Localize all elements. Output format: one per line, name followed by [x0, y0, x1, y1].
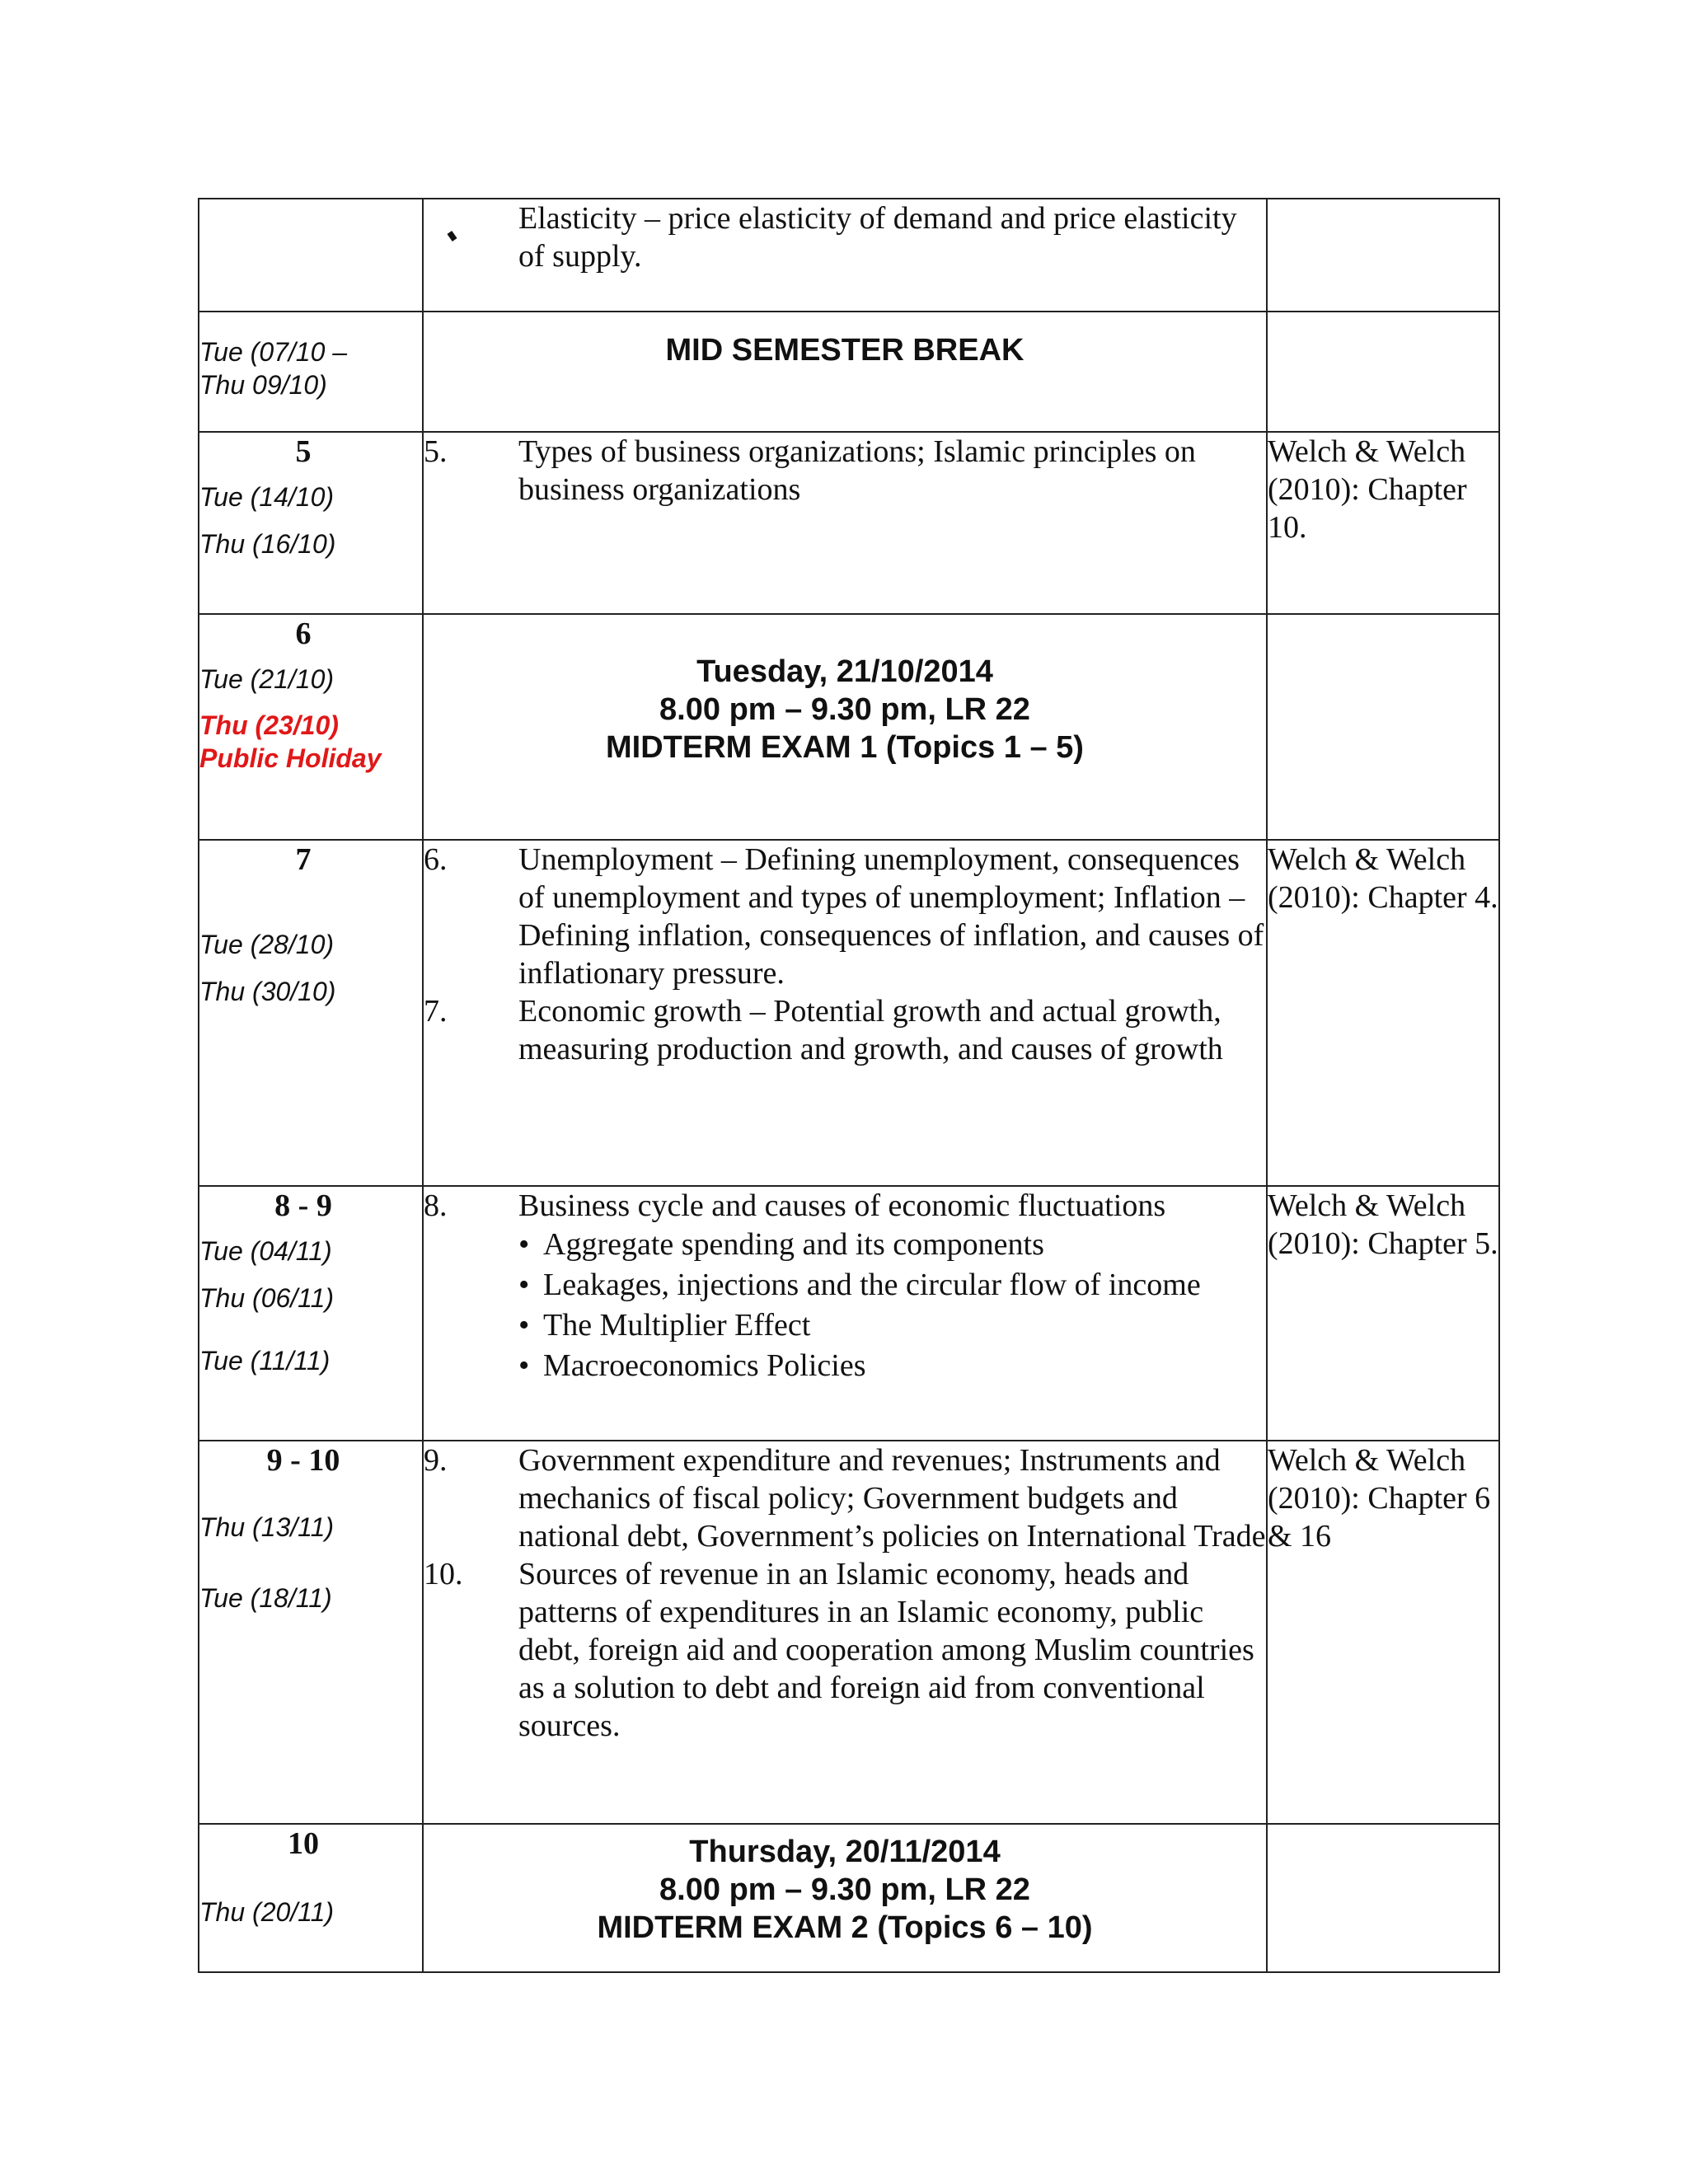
- week-number: 9 - 10: [266, 1443, 340, 1478]
- topic-text: Elasticity – price elasticity of demand and price elasticity of supply.: [518, 201, 1237, 274]
- session-date: Tue (28/10): [199, 930, 335, 959]
- topic-text: Economic growth – Potential growth and actual growth, measuring production and growth, and causes of growth: [518, 994, 1223, 1066]
- session-date: Thu (20/11): [199, 1897, 335, 1927]
- session-date: Thu 09/10): [199, 370, 327, 400]
- table-row: [199, 840, 1499, 1186]
- topic-item: [424, 199, 1266, 275]
- course-schedule-table: [198, 198, 1500, 1973]
- topic-number: 9.: [424, 1443, 448, 1478]
- session-date: Tue (21/10): [199, 664, 335, 694]
- subtopic-list: [424, 1225, 1266, 1386]
- week-cell: [199, 199, 423, 312]
- session-date: Tue (14/10): [199, 482, 335, 512]
- topic-cell: [423, 199, 1267, 312]
- topic-cell: [423, 840, 1267, 1186]
- week-cell: [199, 840, 423, 1186]
- subtopic-item: • Aggregate spending and its components: [518, 1225, 1266, 1265]
- exam-date: Tuesday, 21/10/2014: [696, 654, 993, 689]
- week-number: 7: [295, 842, 312, 877]
- session-date: Tue (18/11): [199, 1583, 332, 1613]
- session-date: Tue (04/11): [199, 1236, 332, 1266]
- table-row: [199, 614, 1499, 840]
- table-row: [199, 1824, 1499, 1972]
- topic-number: 5.: [424, 434, 448, 469]
- topic-cell: [423, 1186, 1267, 1441]
- session-date: Thu (13/11): [199, 1512, 335, 1542]
- reference-cell: [1267, 199, 1499, 312]
- reference-cell: Welch & Welch (2010): Chapter 10.: [1267, 432, 1499, 614]
- reference-cell: [1267, 312, 1499, 432]
- reference-cell: Welch & Welch (2010): Chapter 5.: [1267, 1186, 1499, 1441]
- topic-text: Types of business organizations; Islamic principles on business organizations: [518, 434, 1196, 507]
- week-cell: [199, 1186, 423, 1441]
- subtopic-item: • The Multiplier Effect: [518, 1305, 1266, 1346]
- subtopic-item: • Macroeconomics Policies: [518, 1346, 1266, 1386]
- topic-item: [424, 433, 1266, 509]
- subtopic-item: • Leakages, injections and the circular flow of income: [518, 1265, 1266, 1305]
- exam-title: MIDTERM EXAM 2 (Topics 6 – 10): [597, 1910, 1093, 1945]
- table-row: [199, 1186, 1499, 1441]
- week-number: 10: [288, 1826, 319, 1861]
- session-date: Thu (06/11): [199, 1283, 335, 1313]
- topic-cell: [423, 614, 1267, 840]
- table-row: [199, 432, 1499, 614]
- topic-number: 8.: [424, 1188, 448, 1223]
- exam-time-venue: 8.00 pm – 9.30 pm, LR 22: [659, 1872, 1030, 1907]
- topic-text: Unemployment – Defining unemployment, consequences of unemployment and types of unemployment; Inflation – Defining inflation, consequences of inflation, and causes of inflationary pressure.: [518, 842, 1264, 991]
- public-holiday-label: Public Holiday: [199, 743, 382, 773]
- topic-item: [424, 1441, 1266, 1555]
- topic-number: 10.: [424, 1557, 463, 1591]
- topic-number: 6.: [424, 842, 448, 877]
- week-number: 5: [295, 434, 312, 469]
- exam-date: Thursday, 20/11/2014: [689, 1835, 1001, 1869]
- topic-text: Business cycle and causes of economic fluctuations: [518, 1188, 1166, 1223]
- week-cell: [199, 432, 423, 614]
- topic-text: Government expenditure and revenues; Instruments and mechanics of fiscal policy; Government budgets and national debt, Government’s policies on International Trade: [518, 1443, 1266, 1554]
- reference-cell: [1267, 614, 1499, 840]
- reference-cell: [1267, 1824, 1499, 1972]
- topic-number: 7.: [424, 994, 448, 1029]
- topic-item: [424, 1187, 1266, 1225]
- exam-title: MIDTERM EXAM 1 (Topics 1 – 5): [606, 730, 1084, 765]
- topic-cell: [423, 1441, 1267, 1824]
- session-date: Thu (16/10): [199, 529, 336, 559]
- week-number: 6: [295, 616, 312, 651]
- topic-text: Sources of revenue in an Islamic economy, heads and patterns of expenditures in an Islamic economy, public debt, foreign aid and cooperation among Muslim countries as a solution to debt and foreign aid from conventional sources.: [518, 1557, 1254, 1743]
- exam-time-venue: 8.00 pm – 9.30 pm, LR 22: [659, 692, 1030, 727]
- session-date: Thu (30/10): [199, 977, 336, 1006]
- topic-item: [424, 1555, 1266, 1745]
- topic-item: [424, 992, 1266, 1068]
- table-row: [199, 199, 1499, 312]
- topic-cell: [423, 432, 1267, 614]
- topic-number: [424, 199, 518, 275]
- mid-semester-break-banner: MID SEMESTER BREAK: [665, 333, 1025, 368]
- week-cell: [199, 614, 423, 840]
- session-date: Tue (07/10 –: [199, 337, 348, 367]
- table-row: [199, 1441, 1499, 1824]
- reference-cell: Welch & Welch (2010): Chapter 6 & 16: [1267, 1441, 1499, 1824]
- topic-cell: [423, 1824, 1267, 1972]
- topic-item: [424, 841, 1266, 992]
- week-cell: [199, 1824, 423, 1972]
- week-number: 8 - 9: [274, 1188, 332, 1223]
- topic-cell: [423, 312, 1267, 432]
- week-cell: [199, 1441, 423, 1824]
- week-cell: [199, 312, 423, 432]
- table-row: [199, 312, 1499, 432]
- reference-cell: Welch & Welch (2010): Chapter 4.: [1267, 840, 1499, 1186]
- public-holiday-date: Thu (23/10): [199, 710, 339, 740]
- session-date: Tue (11/11): [199, 1346, 331, 1376]
